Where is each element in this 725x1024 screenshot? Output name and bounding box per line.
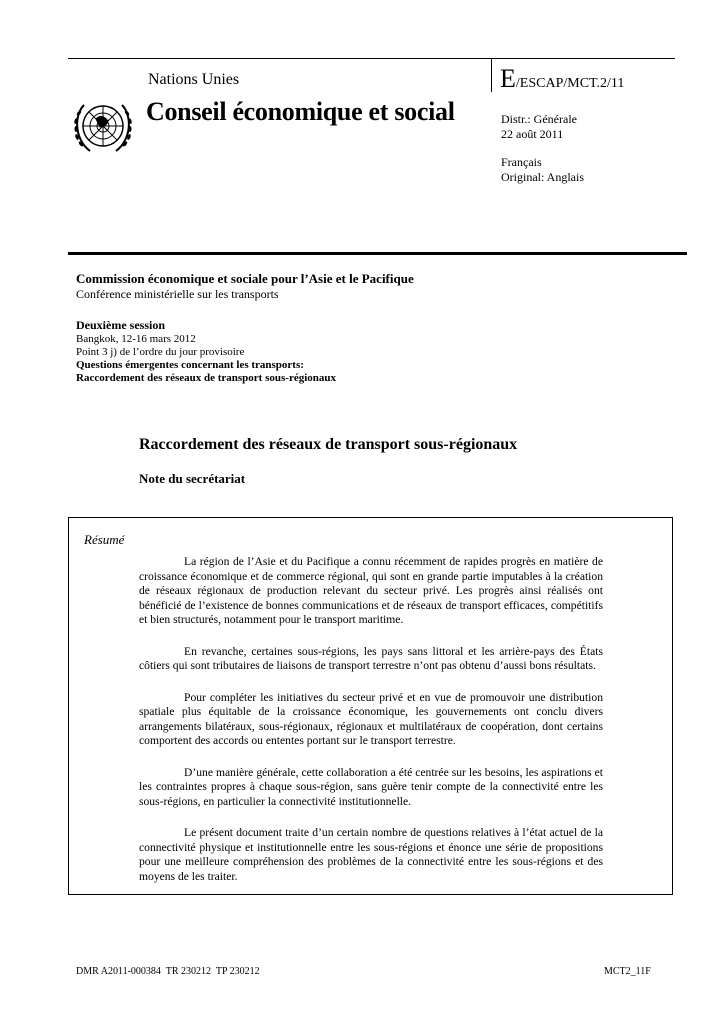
header-bottom-rule	[68, 252, 687, 255]
session-label: Deuxième session	[76, 318, 165, 332]
document-language: Français	[501, 155, 542, 169]
summary-paragraph: Pour compléter les initiatives du secteur privé et en vue de promouvoir une distribution spatiale plus équitable de la croissance économique, les gouvernements ont conclu divers arrangements bilatéraux, sous-régionaux, régionaux et multilatéraux de coopération, dont certains comportent des accords ou ententes portant sur le transport terrestre.	[139, 690, 603, 747]
session-place-date: Bangkok, 12-16 mars 2012	[76, 333, 196, 345]
summary-paragraph: La région de l’Asie et du Pacifique a connu récemment de rapides progrès en matière de croissance économique et de commerce régional, qui sont en grande partie imputables à la création de réseaux régionaux de production relevant du secteur privé. Les progrès ainsi réalisés ont bénéficié de l’existence de bonnes communications et de réseaux de transport efficaces, compétitifs et bien structurés, notamment pour le transport maritime.	[139, 555, 603, 626]
distribution-info	[501, 112, 577, 142]
session-info	[76, 333, 336, 385]
summary-paragraph: En revanche, certaines sous-régions, les pays sans littoral et les arrière-pays des États côtiers qui sont tributaires de liaisons de transport terrestre n’ont pas obtenu d’aussi bons résultats.	[139, 644, 603, 672]
footer-file-code: MCT2_11F	[604, 966, 651, 977]
document-title: Raccordement des réseaux de transport sous-régionaux	[139, 436, 518, 453]
summary-paragraph: Le présent document traite d’un certain nombre de questions relatives à l’état actuel de la connectivité physique et institutionnelle entre les sous-régions et énonce une série de propositions pour une meilleure compréhension des problèmes de la connectivité entre les sous-régions et des moyens de les traiter.	[139, 826, 603, 883]
footer-job-number: DMR A2011-000384 TR 230212 TP 230212	[76, 966, 260, 977]
document-symbol-prefix: E	[500, 64, 516, 93]
header-divider	[491, 58, 492, 92]
un-emblem-icon	[70, 97, 136, 159]
agenda-title-line-1: Questions émergentes concernant les transports:	[76, 359, 304, 371]
commission-name: Commission économique et sociale pour l’Asie et le Pacifique	[76, 271, 414, 286]
document-date: 22 août 2011	[501, 127, 564, 141]
council-title: Conseil économique et social	[146, 97, 455, 126]
original-language: Original: Anglais	[501, 170, 584, 184]
agenda-item: Point 3 j) de l’ordre du jour provisoire	[76, 346, 245, 358]
distribution-label: Distr.: Générale	[501, 112, 577, 126]
header-top-rule	[68, 58, 675, 59]
summary-paragraph: D’une manière générale, cette collaboration a été centrée sur les besoins, les aspirations et les contraintes propres à chaque sous-région, sans guère tenir compte de la connectivité entre les sous-régions, en particulier la connectivité institutionnelle.	[139, 765, 603, 808]
summary-heading: Résumé	[84, 532, 125, 547]
document-symbol-rest: /ESCAP/MCT.2/11	[515, 76, 625, 91]
conference-name: Conférence ministérielle sur les transports	[76, 287, 279, 301]
document-subtitle: Note du secrétariat	[139, 471, 246, 486]
language-info	[501, 155, 584, 185]
document-symbol	[500, 64, 624, 94]
summary-body	[139, 555, 603, 901]
agenda-title-line-2: Raccordement des réseaux de transport sous-régionaux	[76, 372, 336, 384]
organization-name: Nations Unies	[148, 71, 240, 88]
